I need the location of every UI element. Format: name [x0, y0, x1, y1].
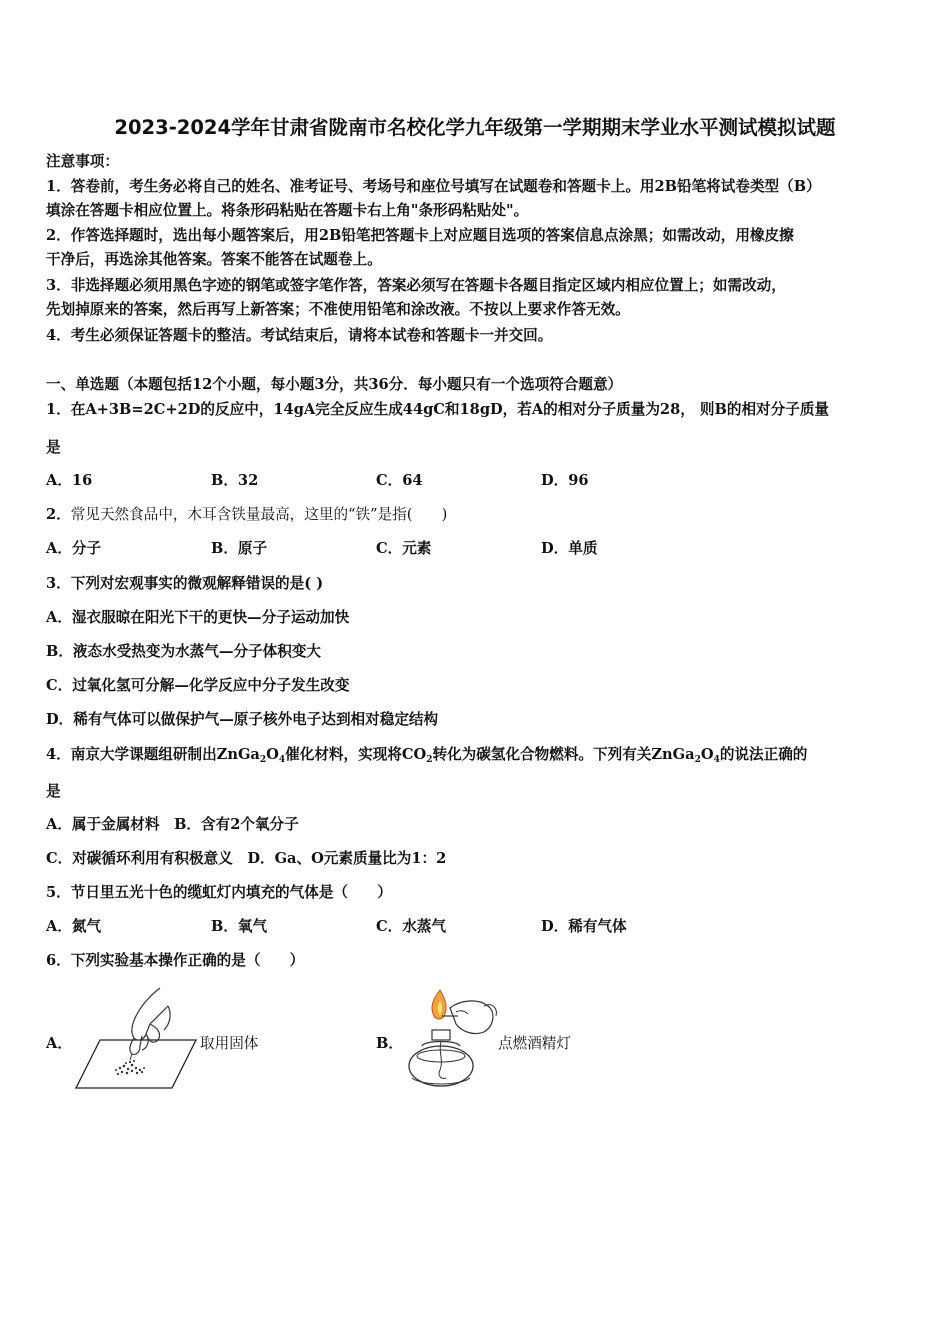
notice-line-4: 干净后，再选涂其他答案。答案不能答在试题卷上。: [46, 251, 382, 268]
q2-stem-line: [46, 505, 447, 525]
notice-line-7: 4．考生必须保证答题卡的整洁。考试结束后，请将本试卷和答题卡一并交回。: [46, 327, 553, 344]
q2-option-a: A．分子: [46, 540, 102, 557]
notice-heading: 注意事项：: [46, 153, 119, 170]
q2-option-c: C．元素: [376, 540, 432, 557]
q2-option-d: D．单质: [541, 540, 598, 557]
q1-stem-cont: 是: [46, 439, 61, 456]
q4-stem-cont: 是: [46, 783, 61, 800]
q3-option-b: B．液态水受热变为水蒸气—分子体积变大: [46, 643, 322, 660]
q4-stem-part: O: [266, 746, 279, 763]
q2-option-b: B．原子: [211, 540, 268, 557]
q3-option-a: A．湿衣服晾在阳光下干的更快—分子运动加快: [46, 609, 350, 626]
q1-option-a: A．16: [46, 472, 93, 489]
q4-options-cd: C．对碳循环利用有积极意义 D．Ga、O元素质量比为1：2: [46, 850, 447, 867]
q1-stem: 1．在A+3B=2C+2D的反应中，14gA完全反应生成44gC和18gD，若A的相对分子质量为28， 则B的相对分子质量: [46, 401, 830, 418]
q4-stem-part: O: [700, 746, 714, 763]
q4-stem: [46, 745, 807, 765]
page-title: 2023-2024学年甘肃省陇南市名校化学九年级第一学期期末学业水平测试模拟试题: [114, 116, 836, 139]
take-solid-illustration: [72, 984, 200, 1092]
q4-stem-part: 的说法正确的: [719, 746, 808, 763]
q2-stem: 常见天然食品中，木耳含铁量最高，这里的“铁”是指( ): [70, 506, 448, 523]
q5-option-c: C．水蒸气: [376, 918, 446, 935]
notice-line-1: 1．答卷前，考生务必将自己的姓名、准考证号、考场号和座位号填写在试题卷和答题卡上。用2B铅笔将试卷类型（B）: [46, 178, 821, 195]
q6-option-b-label: 点燃酒精灯: [498, 1035, 571, 1052]
notice-line-2: 填涂在答题卡相应位置上。将条形码粘贴在答题卡右上角"条形码粘贴处"。: [46, 202, 529, 219]
q4-subscript: 2: [694, 755, 701, 765]
q4-subscript: 2: [426, 755, 433, 765]
q6-option-b-letter: B．: [376, 1035, 403, 1052]
q1-option-d: D．96: [541, 472, 589, 489]
q1-option-b: B．32: [211, 472, 259, 489]
q4-subscript: 4: [713, 755, 720, 765]
q3-option-c: C．过氧化氢可分解—化学反应中分子发生改变: [46, 677, 350, 694]
q4-stem-part: 催化材料，实现将CO: [285, 746, 427, 763]
q6-option-a-letter: A．: [46, 1035, 72, 1052]
notice-line-5: 3．非选择题必须用黑色字迹的钢笔或签字笔作答，答案必须写在答题卡各题目指定区域内相应位置上；如需改动，: [46, 277, 786, 294]
notice-line-6: 先划掉原来的答案，然后再写上新答案；不准使用铅笔和涂改液。不按以上要求作答无效。: [46, 301, 630, 318]
q4-subscript: 4: [278, 755, 286, 765]
q3-stem: 3．下列对宏观事实的微观解释错误的是( ): [46, 575, 324, 592]
q3-option-d: D．稀有气体可以做保护气—原子核外电子达到相对稳定结构: [46, 711, 439, 728]
alcohol-lamp-illustration: [402, 986, 500, 1092]
q5-option-b: B．氧气: [211, 918, 268, 935]
q4-stem-part: 转化为碳氢化合物燃料。下列有关ZnGa: [432, 746, 695, 763]
q4-options-ab: A．属于金属材料 B．含有2个氧分子: [46, 816, 299, 833]
q1-option-c: C．64: [376, 472, 423, 489]
notice-line-3: 2．作答选择题时，选出每小题答案后，用2B铅笔把答题卡上对应题目选项的答案信息点涂黑；如需改动，用橡皮擦: [46, 227, 794, 244]
section-heading: 一、单选题（本题包括12个小题，每小题3分，共36分．每小题只有一个选项符合题意）: [46, 376, 623, 393]
q5-option-a: A．氮气: [46, 918, 102, 935]
q5-option-d: D．稀有气体: [541, 918, 627, 935]
q5-stem: 5．节日里五光十色的缆虹灯内填充的气体是（ ）: [46, 884, 392, 901]
q4-stem-part: 4．南京大学课题组研制出ZnGa: [46, 746, 260, 763]
q6-option-a-label: 取用固体: [200, 1035, 259, 1052]
q2-number: 2．: [46, 506, 71, 523]
q6-stem: 6．下列实验基本操作正确的是（ ）: [46, 952, 305, 969]
q4-subscript: 2: [259, 755, 267, 765]
